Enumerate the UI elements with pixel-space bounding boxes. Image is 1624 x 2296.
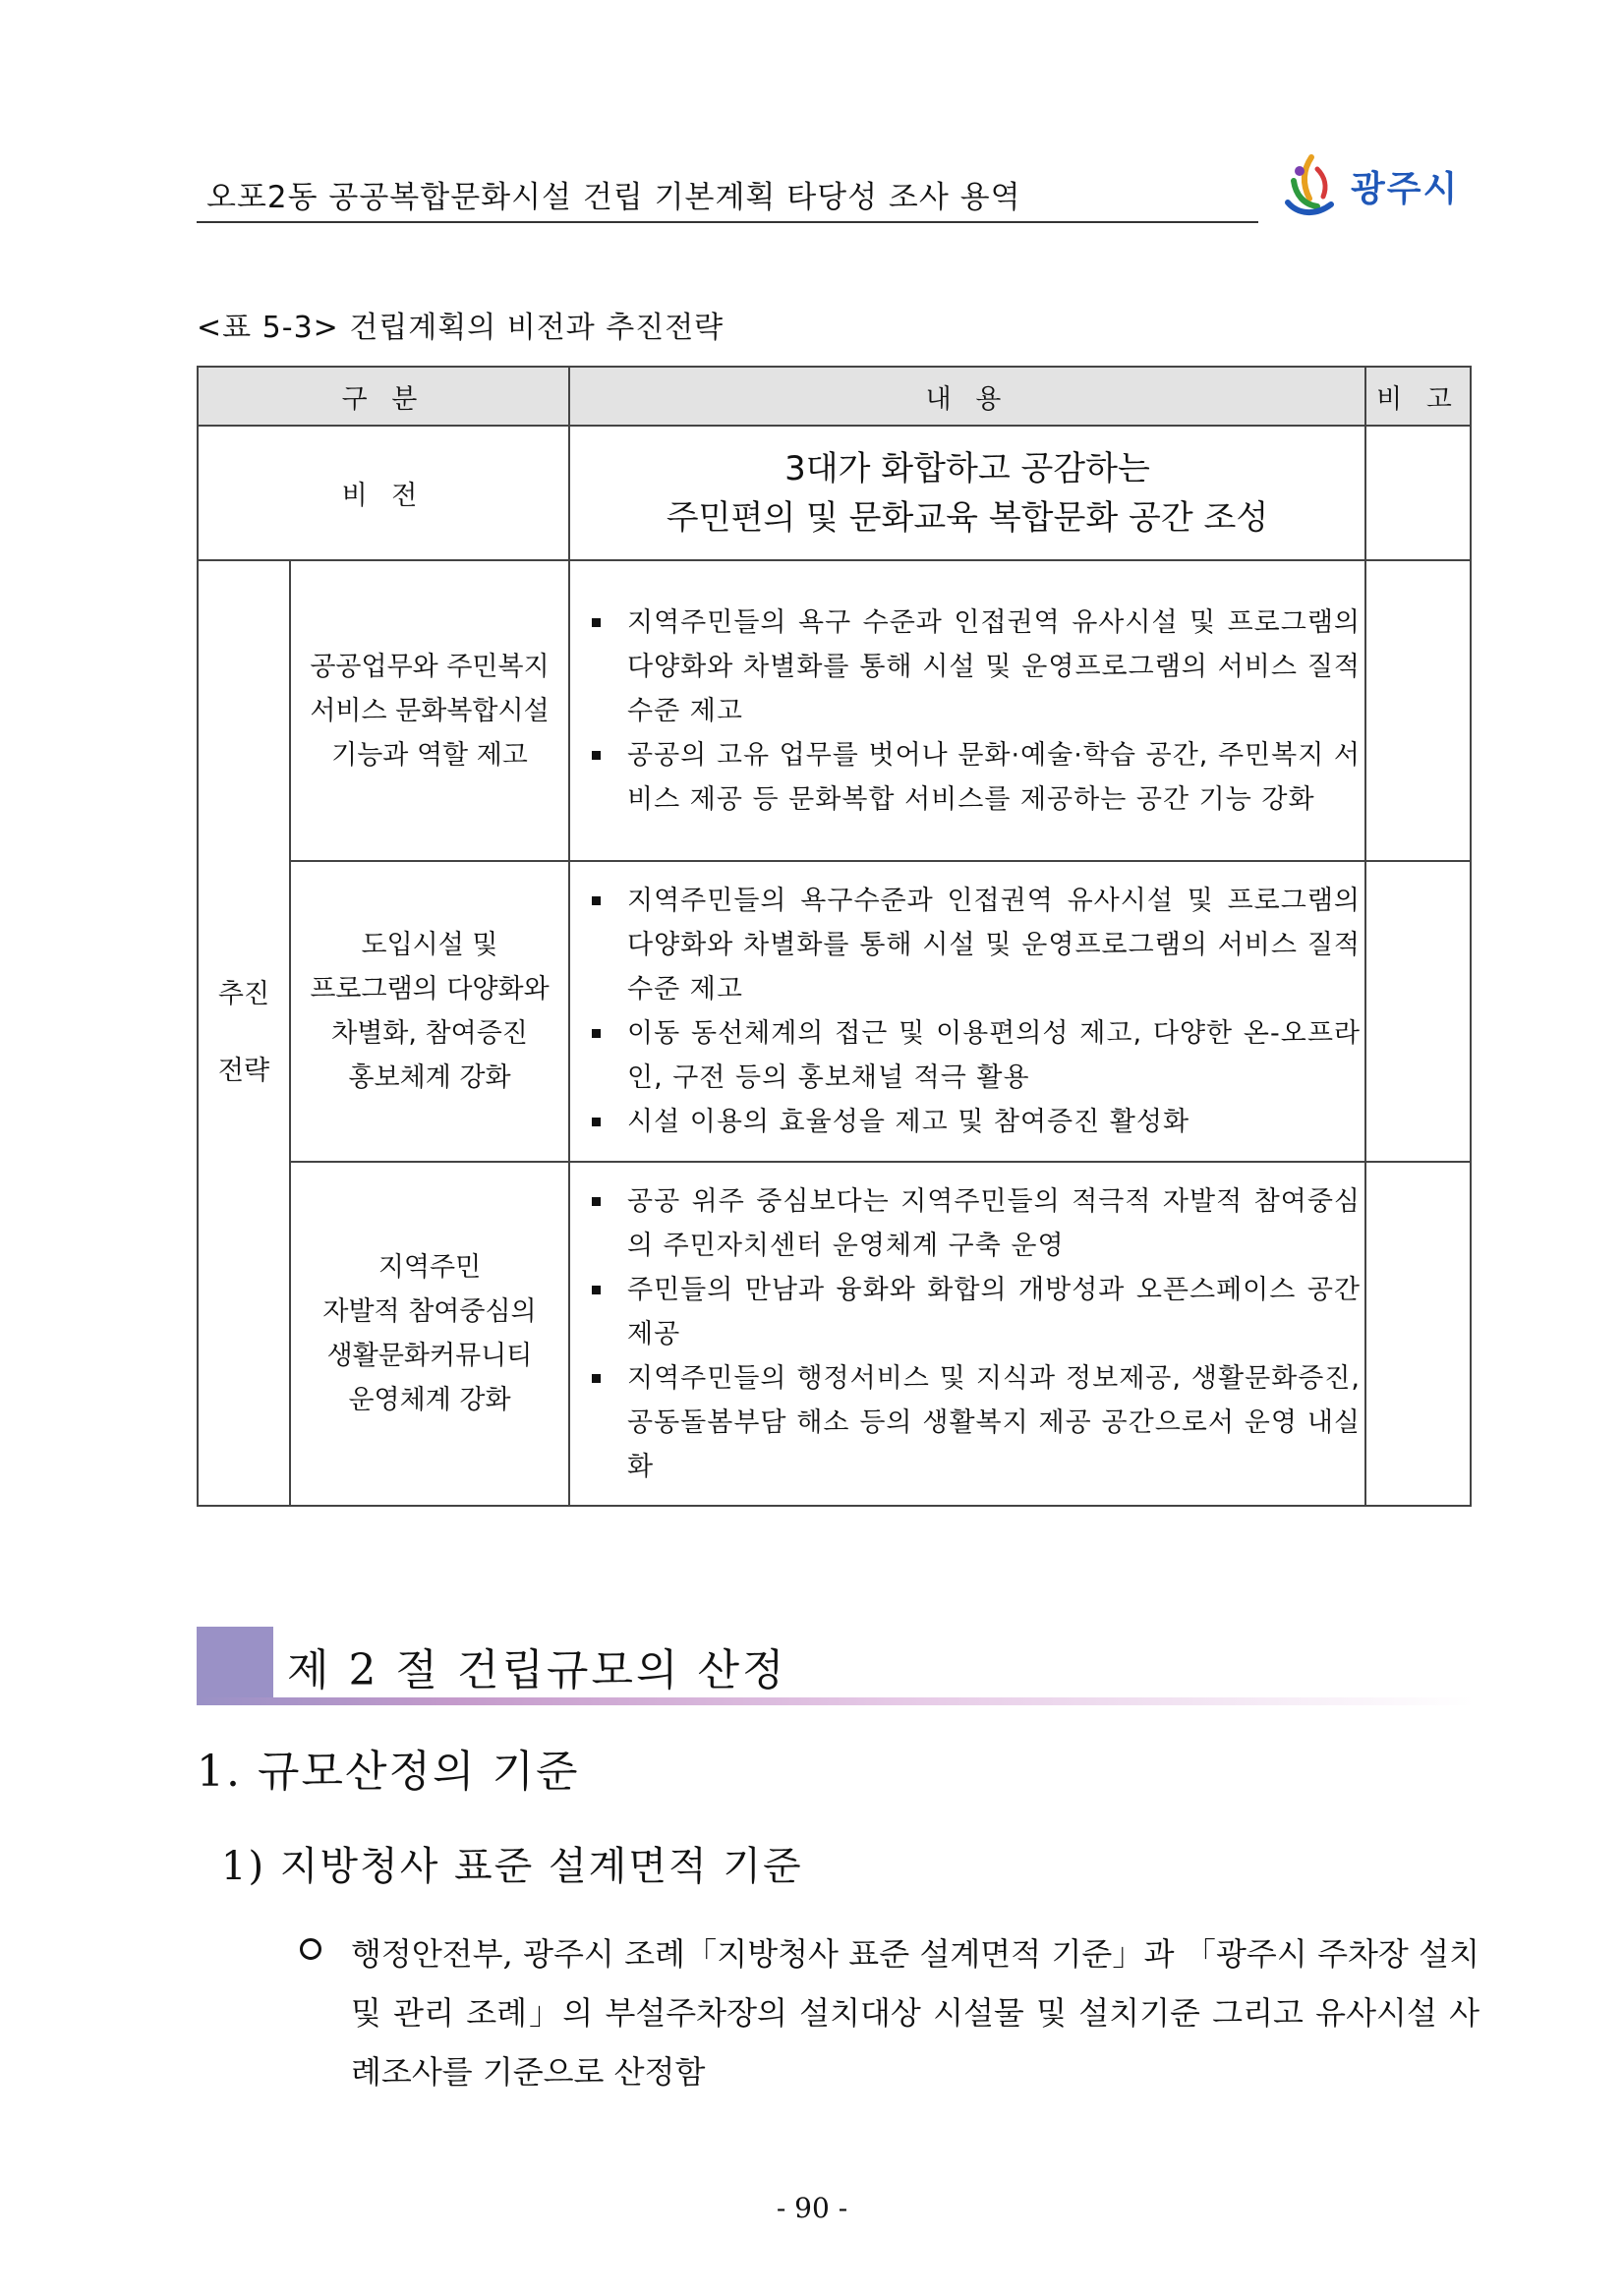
bullet-item: 시설 이용의 효율성을 제고 및 참여증진 활성화 bbox=[588, 1100, 1361, 1144]
section-title: 제 2 절 건립규모의 산정 bbox=[287, 1645, 787, 1695]
page-number: - 90 - bbox=[776, 2192, 848, 2224]
logo-text: 광주시 bbox=[1351, 169, 1460, 209]
strategy-title-line: 프로그램의 다양화와 bbox=[310, 974, 550, 1004]
bullet-item: 공공 위주 중심보다는 지역주민들의 적극적 자발적 참여중심의 주민자치센터 운영체계 구축 운영 bbox=[588, 1179, 1361, 1268]
strategy-label-line: 추진 bbox=[217, 979, 270, 1009]
strategy-title-line: 도입시설 및 bbox=[361, 930, 498, 960]
section-gradient-rule bbox=[197, 1697, 1475, 1705]
strategy-row bbox=[198, 861, 1471, 1162]
bullet-item: 공공의 고유 업무를 벗어나 문화·예술·학습 공간, 주민복지 서비스 제공 등 문화복합 서비스를 제공하는 공간 기능 강화 bbox=[588, 733, 1361, 822]
strategy-content bbox=[569, 1162, 1365, 1506]
strategy-row bbox=[198, 560, 1471, 861]
vision-row bbox=[198, 426, 1471, 560]
strategy-remarks bbox=[1365, 861, 1471, 1162]
strategy-title-line: 차별화, 참여증진 bbox=[331, 1018, 528, 1049]
strategy-title-line: 지역주민 bbox=[377, 1252, 482, 1283]
header-remarks: 비 고 bbox=[1365, 367, 1471, 426]
table-caption: <표 5-3> 건립계획의 비전과 추진전략 bbox=[197, 311, 725, 345]
circle-bullet-icon bbox=[300, 1938, 321, 1960]
header-category: 구 분 bbox=[198, 367, 569, 426]
vision-label: 비 전 bbox=[198, 426, 569, 560]
bullet-item: 이동 동선체계의 접근 및 이용편의성 제고, 다양한 온-오프라인, 구전 등의 홍보채널 적극 활용 bbox=[588, 1011, 1361, 1100]
header-content: 내 용 bbox=[569, 367, 1365, 426]
strategy-title-line: 생활문화커뮤니티 bbox=[326, 1341, 533, 1371]
strategy-row bbox=[198, 1162, 1471, 1506]
vision-statement bbox=[569, 426, 1365, 560]
gwangju-logo bbox=[1274, 147, 1461, 226]
strategy-title-line: 기능과 역할 제고 bbox=[331, 739, 528, 771]
strategy-label bbox=[198, 560, 290, 1506]
bullet-item: 지역주민들의 행정서비스 및 지식과 정보제공, 생활문화증진, 공동돌봄부담 해소 등의 생활복지 제공 공간으로서 운영 내실화 bbox=[588, 1356, 1361, 1489]
page-header bbox=[197, 162, 1258, 223]
strategy-title-line: 자발적 참여중심의 bbox=[322, 1296, 537, 1327]
heading-level-1: 1. 규모산정의 기준 bbox=[197, 1747, 580, 1797]
bullet-item: 지역주민들의 욕구 수준과 인접권역 유사시설 및 프로그램의 다양화와 차별화를 통해 시설 및 운영프로그램의 서비스 질적 수준 제고 bbox=[588, 601, 1361, 733]
document-title: 오포2동 공공복합문화시설 건립 기본계획 타당성 조사 용역 bbox=[206, 180, 1021, 215]
section-accent-block bbox=[197, 1627, 273, 1703]
heading-level-2: 1) 지방청사 표준 설계면적 기준 bbox=[221, 1844, 803, 1889]
city-emblem-icon bbox=[1274, 147, 1343, 226]
strategy-remarks bbox=[1365, 560, 1471, 861]
strategy-title-line: 공공업무와 주민복지 bbox=[310, 651, 550, 682]
section-banner bbox=[197, 1627, 1475, 1705]
bullet-item: 지역주민들의 욕구수준과 인접권역 유사시설 및 프로그램의 다양화와 차별화를 통해 시설 및 운영프로그램의 서비스 질적 수준 제고 bbox=[588, 879, 1361, 1011]
strategy-content bbox=[569, 861, 1365, 1162]
paragraph-text: 행정안전부, 광주시 조례「지방청사 표준 설계면적 기준」과 「광주시 주차장 설치 및 관리 조례」의 부설주차장의 설치대상 시설물 및 설치기준 그리고 유사시설 사례조사를 기준으로 산정함 bbox=[351, 1935, 1479, 2091]
strategy-title bbox=[290, 1162, 569, 1506]
vision-strategy-table bbox=[197, 366, 1472, 1507]
strategy-title-line: 서비스 문화복합시설 bbox=[310, 695, 550, 726]
bullet-item: 주민들의 만남과 융화와 화합의 개방성과 오픈스페이스 공간 제공 bbox=[588, 1268, 1361, 1356]
strategy-title-line: 운영체계 강화 bbox=[348, 1385, 511, 1415]
strategy-content bbox=[569, 560, 1365, 861]
strategy-remarks bbox=[1365, 1162, 1471, 1506]
strategy-label-line: 전략 bbox=[217, 1056, 270, 1086]
strategy-title-line: 홍보체계 강화 bbox=[348, 1062, 511, 1093]
table-header-row bbox=[198, 367, 1471, 426]
vision-line: 주민편의 및 문화교육 복합문화 공간 조성 bbox=[666, 497, 1269, 538]
vision-remarks bbox=[1365, 426, 1471, 560]
strategy-title bbox=[290, 861, 569, 1162]
vision-line: 3대가 화합하고 공감하는 bbox=[784, 448, 1150, 488]
strategy-title bbox=[290, 560, 569, 861]
